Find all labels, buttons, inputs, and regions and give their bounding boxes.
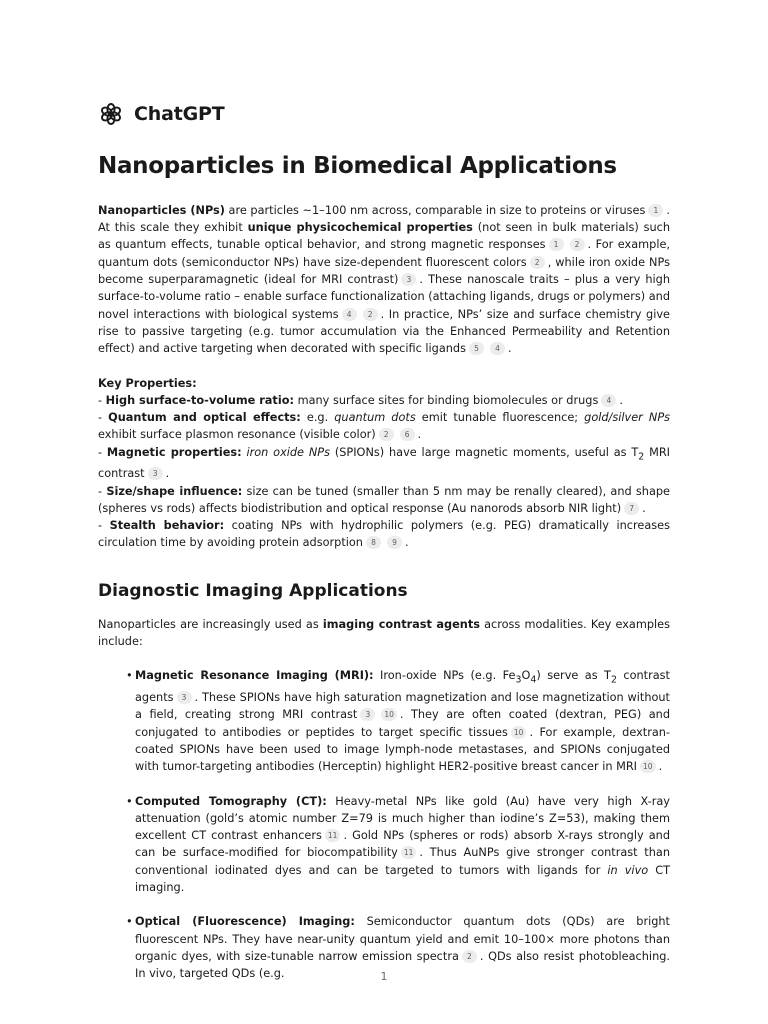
citation-badge[interactable]: 4 [601,394,616,407]
imaging-applications-list [126,667,670,982]
brand-header [98,100,670,128]
document-page [98,100,670,999]
citation-badge[interactable]: 2 [570,238,585,251]
page-number: 1 [380,970,388,983]
list-item-mri: • Magnetic Resonance Imaging (MRI): Iron-oxide NPs (e.g. $Fe_3O_4$) serve as $T_2$ contrast agents 3 . These SPIONs have high saturation magnetization and lose magnetization without a field, creating strong MRI contrast 3 10 . They are often coated (dextran, PEG) and conjugated to antibodies or peptides to target specific tissues 10 . For example, dextran-coated SPIONs have been used to image lymph-node metastases, and SPIONs conjugated with tumor-targeting antibodies (Herceptin) highlight HER2-positive breast cancer in MRI 10 . [126,667,670,775]
citation-badge[interactable]: 2 [379,428,394,441]
citation-badge[interactable]: 1 [549,238,564,251]
key-property-item: - Quantum and optical effects: e.g. quantum dots emit tunable fluorescence; gold/silver NPs exhibit surface plasmon resonance (visible color) 2 6 . [98,411,671,442]
section-heading-diagnostic: Diagnostic Imaging Applications [98,580,408,601]
openai-logo-icon [98,101,124,127]
citation-badge[interactable]: 3 [401,273,416,286]
key-property-item: - High surface-to-volume ratio: many surface sites for binding biomolecules or drugs 4 . [98,393,623,407]
citation-badge[interactable]: 9 [387,536,402,549]
citation-badge[interactable]: 4 [490,342,505,355]
citation-badge[interactable]: 2 [363,308,378,321]
citation-badge[interactable]: 2 [530,256,545,269]
document-title: Nanoparticles in Biomedical Applications [98,153,617,179]
brand-name: ChatGPT [134,103,225,125]
key-property-item: - Size/shape influence: size can be tuned (smaller than 5 nm may be renally cleared), and shape (spheres vs rods) affects biodistribution and optical response (Au nanorods absorb NIR light) 7 . [98,484,670,515]
diagnostic-intro: Nanoparticles are increasingly used as imaging contrast agents across modalities. Key examples include: [98,617,671,649]
key-properties-section [98,375,670,552]
citation-badge[interactable]: 3 [177,691,192,704]
citation-badge[interactable]: 1 [648,204,663,217]
citation-badge[interactable]: 3 [148,467,163,480]
list-item-ct: • Computed Tomography (CT): Heavy-metal NPs like gold (Au) have very high X-ray attenuation (gold’s atomic number Z=79 is much higher than iodine’s Z=53), making them excellent CT contrast enhancers 11 . Gold NPs (spheres or rods) absorb X-rays strongly and can be surface-modified for biocompatibility 11 . Thus AuNPs give stronger contrast than conventional iodinated dyes and can be targeted to tumors with ligands for in vivo CT imaging. [126,793,670,897]
citation-badge[interactable]: 7 [624,502,639,515]
citation-badge[interactable]: 2 [462,950,477,963]
key-properties-heading: Key Properties: [98,376,197,390]
key-property-item: - Stealth behavior: coating NPs with hydrophilic polymers (e.g. PEG) dramatically increases circulation time by avoiding protein adsorption 8 9 . [98,519,670,550]
citation-badge[interactable]: 4 [342,308,357,321]
citation-badge[interactable]: 10 [381,708,397,721]
citation-badge[interactable]: 11 [401,846,417,859]
term-nanoparticles: Nanoparticles (NPs) [98,203,225,217]
key-property-item: - Magnetic properties: iron oxide NPs (SPIONs) have large magnetic moments, useful as $T_2$ MRI contrast 3 . [98,445,671,481]
intro-paragraph: Nanoparticles (NPs) are particles ~1–100 nm across, comparable in size to proteins or viruses 1 . At this scale they exhibit unique physicochemical properties (not seen in bulk materials) such as quantum effects, tunable optical behavior, and strong magnetic responses 1 2 . For example, quantum dots (semiconductor NPs) have size-dependent fluorescent colors 2 , while iron oxide NPs become superparamagnetic (ideal for MRI contrast) 3 . These nanoscale traits – plus a very high surface-to-volume ratio – enable surface functionalization (attaching ligands, drugs or polymers) and novel interactions with biological systems 4 2 . In practice, NPs’ size and surface chemistry give rise to passive targeting (e.g. tumor accumulation via the Enhanced Permeability and Retention effect) and active targeting when decorated with specific ligands 5 4 . [98,203,671,356]
citation-badge[interactable]: 11 [325,829,341,842]
citation-badge[interactable]: 6 [400,428,415,441]
citation-badge[interactable]: 8 [366,536,381,549]
citation-badge[interactable]: 5 [469,342,484,355]
citation-badge[interactable]: 10 [511,726,527,739]
list-item-optical: • Optical (Fluorescence) Imaging: Semiconductor quantum dots (QDs) are bright fluorescent NPs. They have near-unity quantum yield and emit 10–100× more photons than organic dyes, with size-tunable narrow emission spectra 2 . QDs also resist photobleaching. In vivo, targeted QDs (e.g. [126,913,670,982]
citation-badge[interactable]: 3 [360,708,375,721]
citation-badge[interactable]: 10 [640,760,656,773]
